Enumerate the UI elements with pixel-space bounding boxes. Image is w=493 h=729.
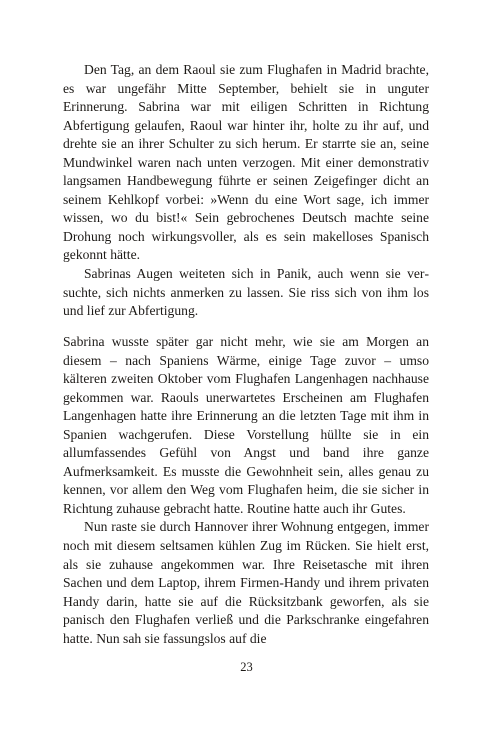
paragraph: Nun raste sie durch Hannover ihrer Wohnung entgegen, immer noch mit diesem seltsamen kühlen Zug im Rücken. Sie hielt erst, als sie zuhause angekommen war. Ihre Reisetasche mit ihren Sachen und dem Laptop, ihrem Firmen-Handy und ihrem privaten Handy darin, hatte sie auf die Rücksitzbank geworfen, als sie panisch den Flughafen verließ und die Parkschranke eingefahren hatte. Nun sah sie fassungslos auf die <box>63 519 429 646</box>
paragraph: Sabrina wusste später gar nicht mehr, wie sie am Morgen an diesem – nach Spaniens Wärme, einige Tage zuvor – umso kälteren zweiten Oktober vom Flughafen Langenhagen nachhause gekommen war. Raouls unerwartetes Erscheinen am Flughafen Langenhagen hatte ihre Erinnerung an die letzten Tage mit ihm in Spanien wachgerufen. Diese Vorstellung hüllte sie in ein allumfassendes Gefühl von Angst und band ihre ganze Aufmerksamkeit. Es musste die Gewohnheit sein, alles genau zu kennen, vor allem den Weg vom Flughafen heim, die sie sicher in Richtung zuhause gebracht hatte. Routine hatte auch ihr Gutes. <box>63 334 429 516</box>
paragraph: Den Tag, an dem Raoul sie zum Flughafen in Madrid brachte, es war ungefähr Mitte September, behielt sie in unguter Erinnerung. Sabrina war mit eiligen Schritten in Richtung Abfertigung gelaufen, Raoul war hinter ihr, holte zu ihr auf, und drehte sie an ihrer Schulter zu sich herum. Er starrte sie an, seine Mundwinkel waren nach unten verzogen. Mit einer demonstrativ langsamen Handbewegung führte er seinen Zeigefinger dicht an seinem Kehlkopf vorbei: »Wenn du eine Wort sage, ich immer wissen, wo du bist!« Sein gebrochenes Deutsch machte seine Drohung noch wirkungsvoller, als es sein makelloses Spanisch gekonnt hätte. <box>63 62 429 263</box>
paragraph: Sabrinas Augen weiteten sich in Panik, auch wenn sie versuchte, sich nichts anmerken zu lassen. Sie riss sich von ihm los und lief zur Abfertigung. <box>63 266 429 319</box>
page-number: 23 <box>240 660 253 674</box>
text-section-2 <box>63 333 429 648</box>
text-section-1 <box>63 61 429 321</box>
